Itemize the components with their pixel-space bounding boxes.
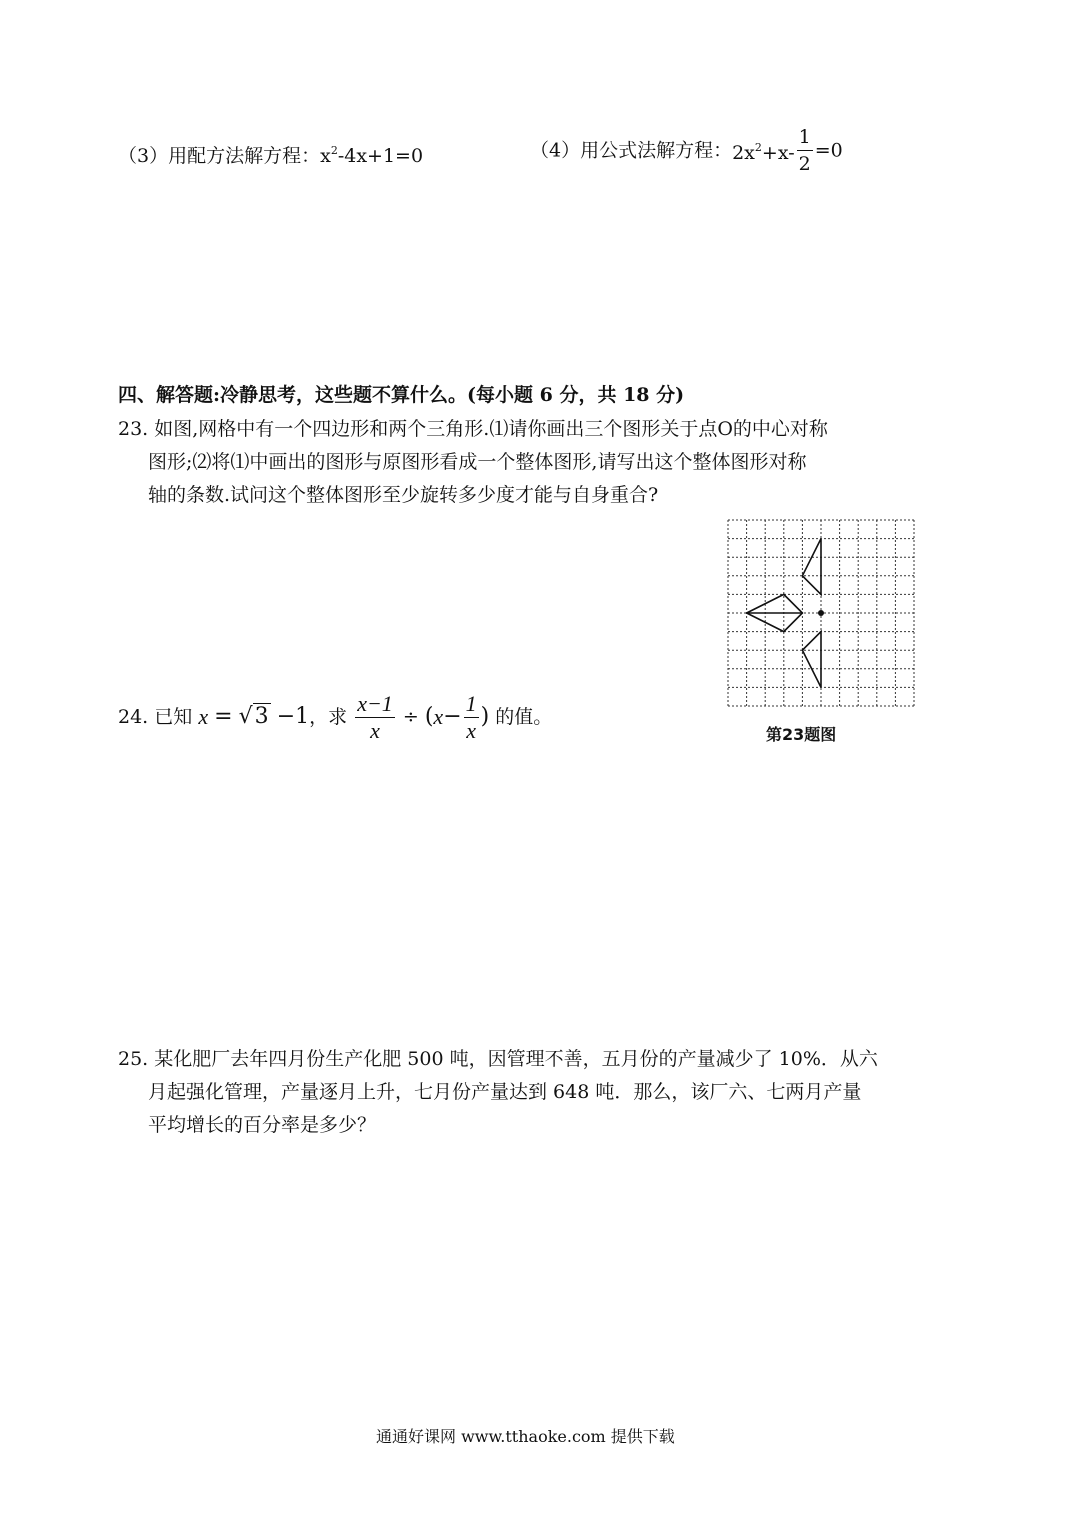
question-24-fraction-1: $\frac{x-1}{x}$ (357, 690, 393, 743)
question-25-line-1: 25. 某化肥厂去年四月份生产化肥 500 吨，因管理不善，五月份的产量减少了 10%．从六 (118, 1048, 878, 1070)
section-heading: 四、解答题:冷静思考，这些题不算什么。(每小题 6 分，共 18 分) (118, 384, 685, 406)
question-25-line-3: 平均增长的百分率是多少？ (148, 1114, 377, 1136)
question-24-fraction-2: $\frac{1}{x}$ (465, 690, 477, 743)
question-3 (118, 136, 423, 171)
sqrt-three: √3 (238, 704, 269, 729)
question-4-fraction: $\frac{1}{2}$ (798, 126, 811, 175)
question-23-line-1: 23. 如图,网格中有一个四边形和两个三角形.⑴请你画出三个图形关于点O的中心对称 (118, 418, 828, 440)
question-23-grid-figure (724, 516, 918, 710)
question-3-label: （3）用配方法解方程： (118, 145, 321, 167)
question-23-line-2: 图形;⑵将⑴中画出的图形与原图形看成一个整体图形,请写出这个整体图形对称 (148, 451, 807, 473)
question-3-equation: $x^2-4x+1=0$ (320, 144, 424, 167)
question-4-equation: $2x^2+x-$ (732, 141, 795, 164)
figure-caption: 第23题图 (766, 725, 837, 744)
center-point-o (818, 610, 824, 616)
question-4-label: （4）用公式法解方程： (530, 139, 733, 162)
question-23-line-3: 轴的条数.试问这个整体图形至少旋转多少度才能与自身重合? (148, 484, 659, 506)
question-25-line-2: 月起强化管理，产量逐月上升，七月份产量达到 648 吨．那么，该厂六、七两月产量 (148, 1081, 862, 1103)
upper-triangle (802, 539, 821, 595)
question-4: （4）用公式法解方程：$2x^2+x-$ $\frac{1}{2}$ =0 (530, 126, 843, 175)
question-24: 24. 已知 x = √3 −1，求 $\frac{x-1}{x}$ ÷ (x− $\frac{1}{x}$ ) 的值。 (118, 686, 552, 747)
page-footer: 通通好课网 www.tthaoke.com 提供下载 (376, 1427, 675, 1446)
lower-triangle (802, 632, 821, 688)
